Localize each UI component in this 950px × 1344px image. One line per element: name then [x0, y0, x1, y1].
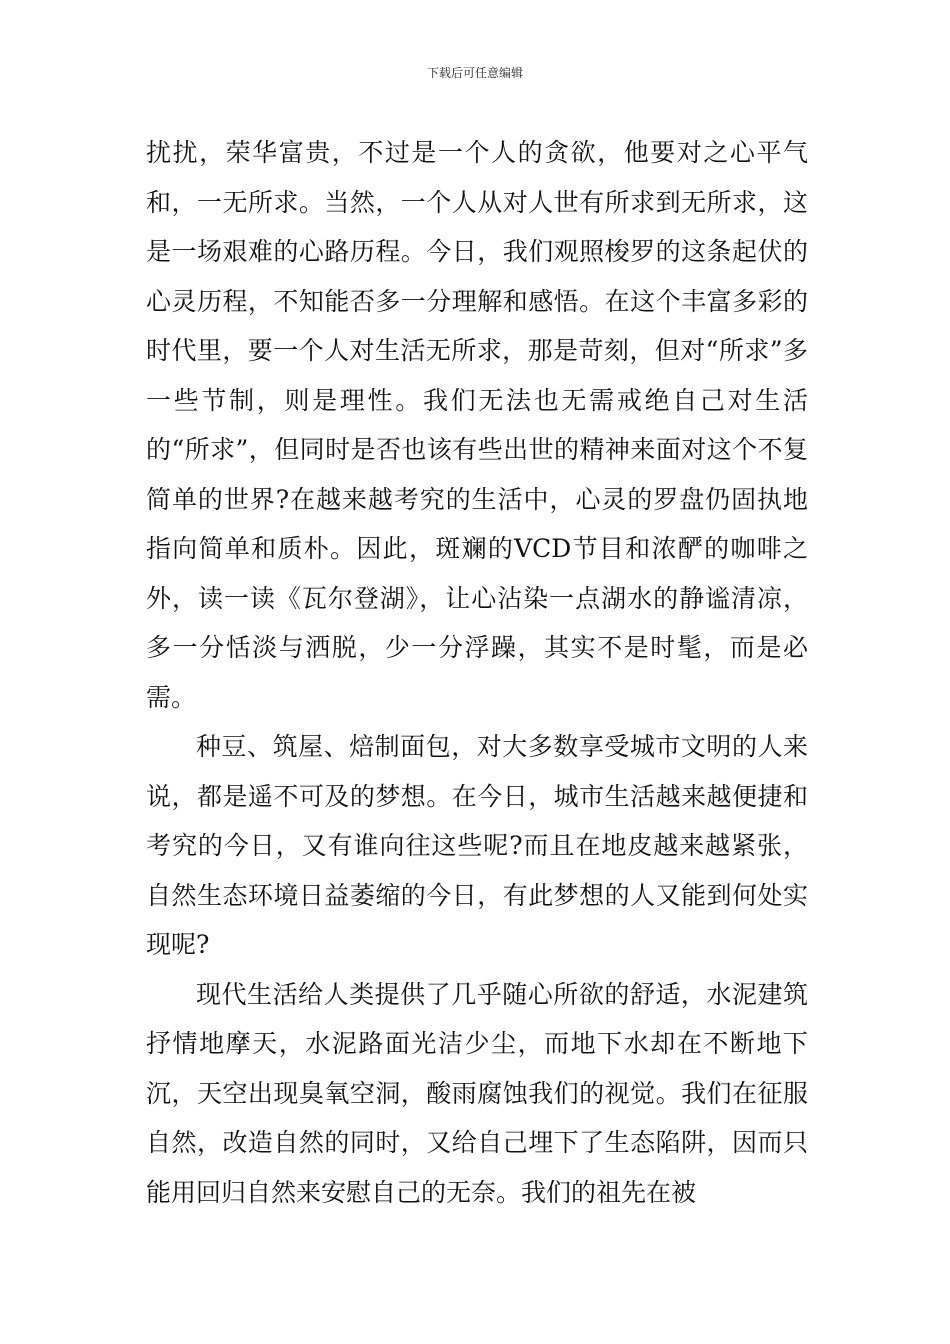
paragraph: 种豆、筑屋、焙制面包，对大多数享受城市文明的人来说，都是遥不可及的梦想。在今日，城市生活越来越便捷和考究的今日，又有谁向往这些呢?而且在地皮越来越紧张，自然生态环境日益萎缩的今日，有此梦想的人又能到何处实现呢?	[146, 732, 808, 959]
body-text	[146, 128, 808, 1217]
paragraph-continuation: 扰扰，荣华富贵，不过是一个人的贪欲，他要对之心平气和，一无所求。当然，一个人从对人世有所求到无所求，这是一场艰难的心路历程。今日，我们观照梭罗的这条起伏的心灵历程，不知能否多一分理解和感悟。在这个丰富多彩的时代里，要一个人对生活无所求，那是苛刻，但对“所求”多一些节制，则是理性。我们无法也无需戒绝自己对生活的“所求”，但同时是否也该有些出世的精神来面对这个不复简单的世界?在越来越考究的生活中，心灵的罗盘仍固执地指向简单和质朴。因此，斑斓的VCD节目和浓酽的咖啡之外，读一读《瓦尔登湖》，让心沾染一点湖水的静谧清凉，多一分恬淡与洒脱，少一分浮躁，其实不是时髦，而是必需。	[146, 138, 808, 712]
paragraph: 现代生活给人类提供了几乎随心所欲的舒适，水泥建筑抒情地摩天，水泥路面光洁少尘，而地下水却在不断地下沉，天空出现臭氧空洞，酸雨腐蚀我们的视觉。我们在征服自然，改造自然的同时，又给自己埋下了生态陷阱，因而只能用回归自然来安慰自己的无奈。我们的祖先在被	[146, 979, 808, 1207]
page-header: 下载后可任意编辑	[426, 66, 523, 80]
